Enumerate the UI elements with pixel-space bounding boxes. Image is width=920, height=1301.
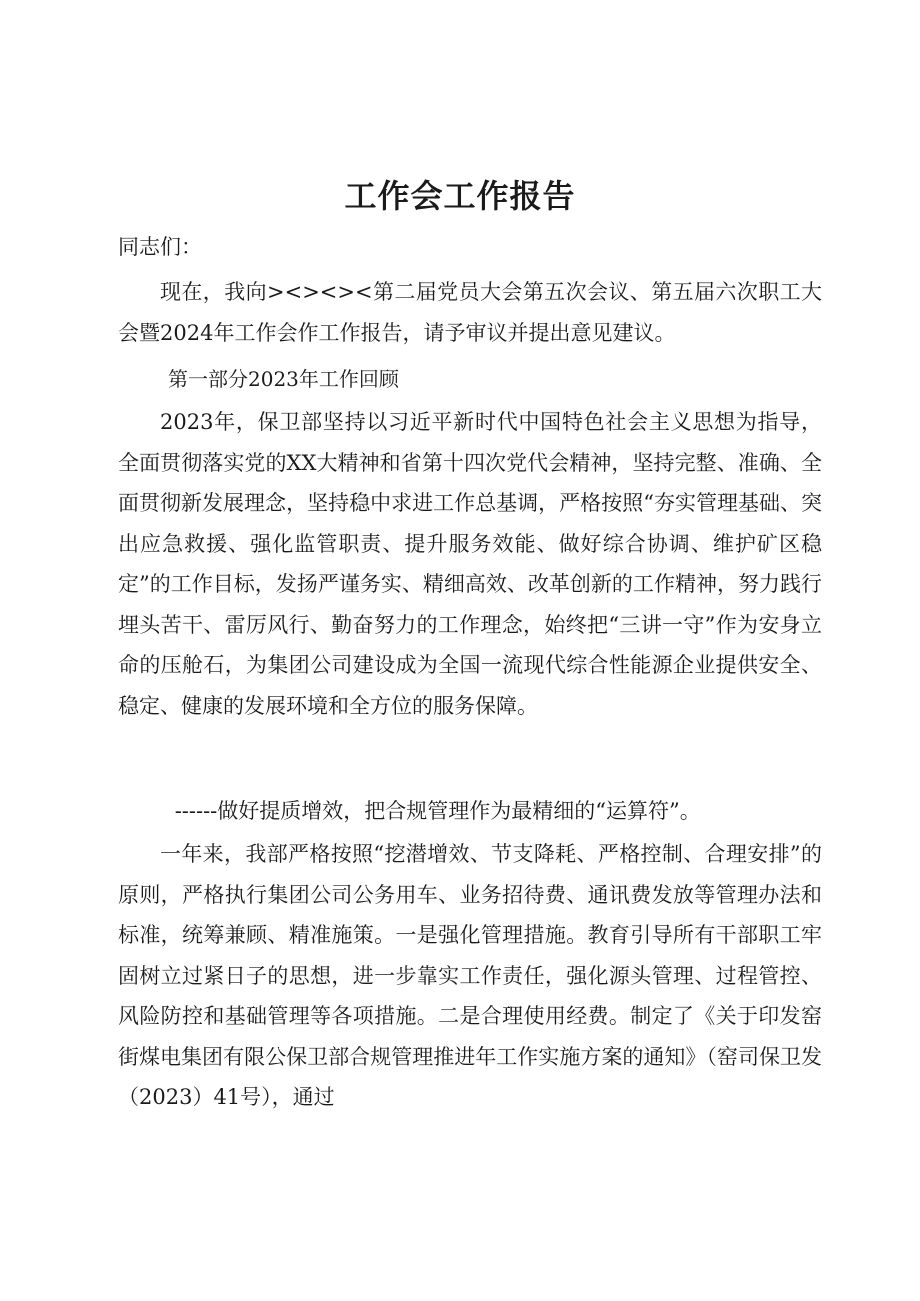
- document-title: 工作会工作报告: [344, 177, 576, 215]
- review-paragraph: 2023年，保卫部坚持以习近平新时代中国特色社会主义思想为指导，全面贯彻落实党的XX大精神和省第十四次党代会精神，坚持完整、准确、全面贯彻新发展理念，坚持稳中求进工作总基调，严格按照“夯实管理基础、突出应急救援、强化监管职责、提升服务效能、做好综合协调、维护矿区稳定”的工作目标，发扬严谨务实、精细高效、改革创新的工作精神，努力践行埋头苦干、雷厉风行、勤奋努力的工作理念，始终把“三讲一守”作为安身立命的压舱石，为集团公司建设成为全国一流现代综合性能源企业提供安全、稳定、健康的发展环境和全方位的服务保障。: [118, 410, 822, 718]
- subheading: ------做好提质增效，把合规管理作为最精细的“运算符”。: [174, 799, 701, 823]
- detail-paragraph: 一年来，我部严格按照“挖潜增效、节支降耗、严格控制、合理安排”的原则，严格执行集团公司公务用车、业务招待费、通讯费发放等管理办法和标准，统筹兼顾、精准施策。一是强化管理措施。教育引导所有干部职工牢固树立过紧日子的思想，进一步靠实工作责任，强化源头管理、过程管控、风险防控和基础管理等各项措施。二是合理使用经费。制定了《关于印发窑街煤电集团有限公保卫部合规管理推进年工作实施方案的通知》（窑司保卫发（2023）41号），通过: [118, 842, 822, 1109]
- intro-paragraph: 现在，我向><><><第二届党员大会第五次会议、第五届六次职工大会暨2024年工作会作工作报告，请予审议并提出意见建议。: [118, 280, 822, 345]
- salutation: 同志们：: [118, 235, 202, 259]
- section-heading: 第一部分2023年工作回顾: [168, 367, 399, 391]
